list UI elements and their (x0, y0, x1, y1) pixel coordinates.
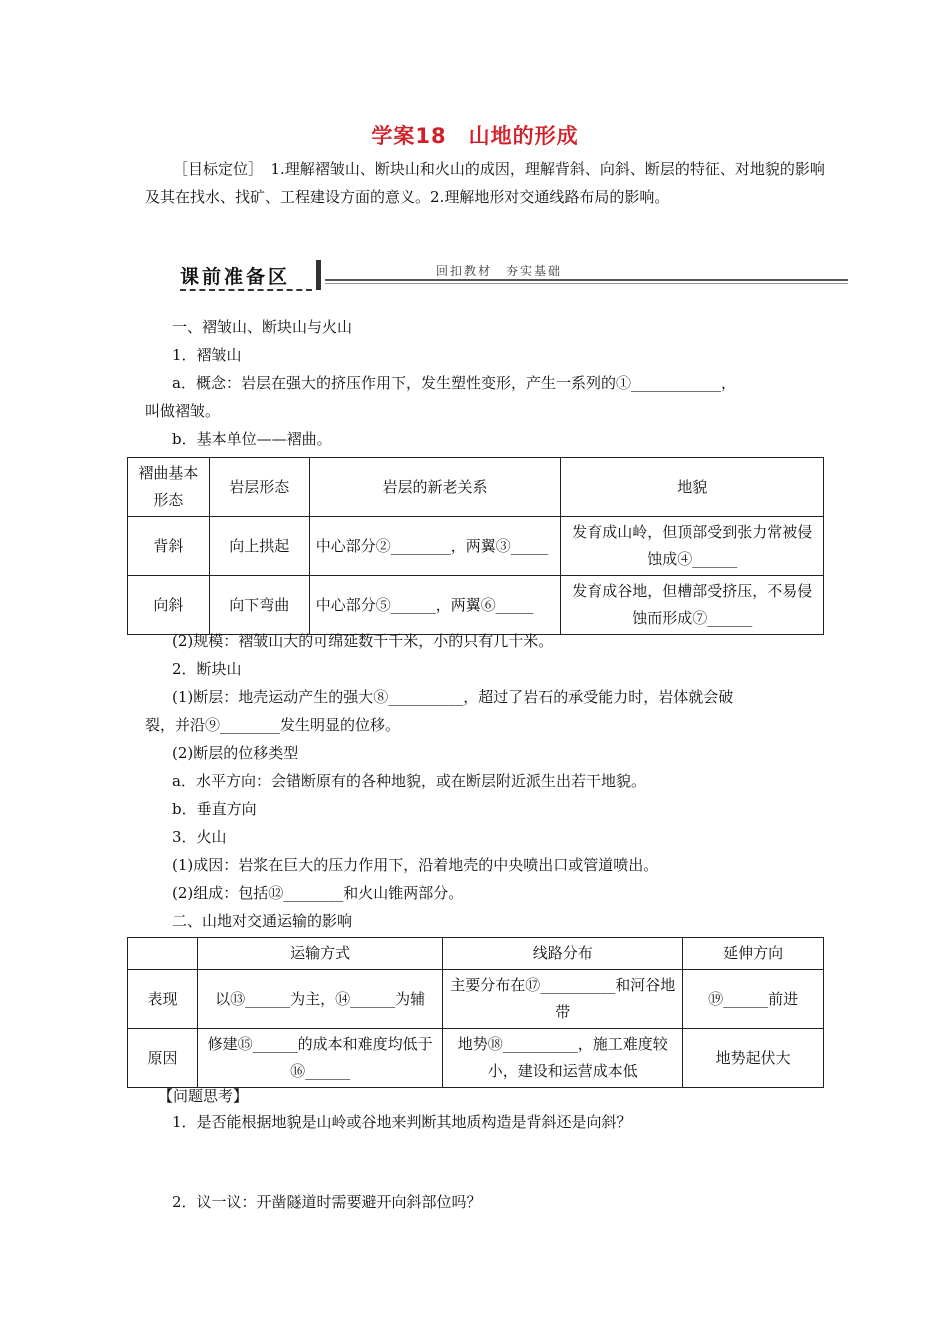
table-cell: 以⑬______为主，⑭______为辅 (197, 970, 443, 1029)
table-cell: 向上拱起 (209, 517, 309, 576)
table-header (128, 938, 198, 970)
table-cell: 原因 (128, 1029, 198, 1088)
transport-table (127, 937, 824, 1088)
table-cell: 地势⑱__________，施工难度较小，建设和运营成本低 (443, 1029, 683, 1088)
banner-underline (180, 289, 312, 291)
table-cell: 地势起伏大 (683, 1029, 824, 1088)
table-header: 运输方式 (197, 938, 443, 970)
table-header-row (128, 938, 824, 970)
question-1: 1．是否能根据地貌是山岭或谷地来判断其地质构造是背斜还是向斜？ (172, 1113, 632, 1131)
table-header: 褶曲基本形态 (128, 458, 210, 517)
section2-heading: 二、山地对交通运输的影响 (172, 912, 353, 930)
table-cell: 向下弯曲 (209, 576, 309, 635)
fold-unit: b．基本单位——褶曲。 (172, 430, 332, 448)
table-cell: 中心部分②________，两翼③_____ (309, 517, 561, 576)
banner-divider (316, 260, 321, 290)
table-cell: 发育成山岭，但顶部受到张力常被侵蚀成④______ (561, 517, 824, 576)
table-header: 岩层的新老关系 (309, 458, 561, 517)
fault-definition: (1)断层：地壳运动产生的强大⑧__________，超过了岩石的承受能力时，岩体就会破 (172, 688, 734, 706)
table-header: 延伸方向 (683, 938, 824, 970)
table-header: 地貌 (561, 458, 824, 517)
fault-types: (2)断层的位移类型 (172, 744, 299, 762)
table-cell: 修建⑮______的成本和难度均低于⑯______ (197, 1029, 443, 1088)
volcano-cause: (1)成因：岩浆在巨大的压力作用下，沿着地壳的中央喷出口或管道喷出。 (172, 856, 659, 874)
table-header: 岩层形态 (209, 458, 309, 517)
table-cell: 主要分布在⑰__________和河谷地带 (443, 970, 683, 1029)
fold-title: 1．褶皱山 (172, 346, 242, 364)
question-2: 2．议一议：开凿隧道时需要避开向斜部位吗？ (172, 1193, 482, 1211)
banner-label: 课前准备区 (180, 266, 291, 288)
questions-heading: 【问题思考】 (158, 1087, 249, 1105)
table-cell: 背斜 (128, 517, 210, 576)
page-title: 学案18 山地的形成 (371, 124, 579, 148)
table-header: 线路分布 (443, 938, 683, 970)
fold-concept: a．概念：岩层在强大的挤压作用下，发生塑性变形，产生一系列的①____________， (172, 374, 736, 392)
fold-scale: (2)规模：褶皱山大的可绵延数千千米，小的只有几十米。 (172, 632, 554, 650)
table-cell: 表现 (128, 970, 198, 1029)
table-row (128, 517, 824, 576)
section1-heading: 一、褶皱山、断块山与火山 (172, 318, 353, 336)
table-cell: 向斜 (128, 576, 210, 635)
fault-definition-cont: 裂，并沿⑨________发生明显的位移。 (145, 716, 401, 734)
table-cell: 中心部分⑤______，两翼⑥_____ (309, 576, 561, 635)
fault-vertical: b．垂直方向 (172, 800, 257, 818)
volcano-parts: (2)组成：包括⑫________和火山锥两部分。 (172, 884, 464, 902)
block-mountain-title: 2．断块山 (172, 660, 242, 678)
section-banner (180, 258, 848, 294)
table-cell: 发育成谷地，但槽部受挤压，不易侵蚀而形成⑦______ (561, 576, 824, 635)
fault-horizontal: a．水平方向：会错断原有的各种地貌，或在断层附近派生出若干地貌。 (172, 772, 646, 790)
volcano-title: 3．火山 (172, 828, 227, 846)
fold-table (127, 457, 824, 635)
fold-concept-cont: 叫做褶皱。 (145, 402, 221, 420)
table-header-row (128, 458, 824, 517)
learning-objective: ［目标定位］ 1.理解褶皱山、断块山和火山的成因，理解背斜、向斜、断层的特征、对地貌的影响及其在找水、找矿、工程建设方面的意义。2.理解地形对交通线路布局的影响。 (145, 160, 825, 206)
table-row (128, 1029, 824, 1088)
banner-rule-thin (325, 283, 848, 284)
banner-rule (325, 279, 848, 281)
table-cell: ⑲______前进 (683, 970, 824, 1029)
banner-subtitle: 回扣教材 夯实基础 (436, 264, 563, 278)
table-row (128, 576, 824, 635)
table-row (128, 970, 824, 1029)
